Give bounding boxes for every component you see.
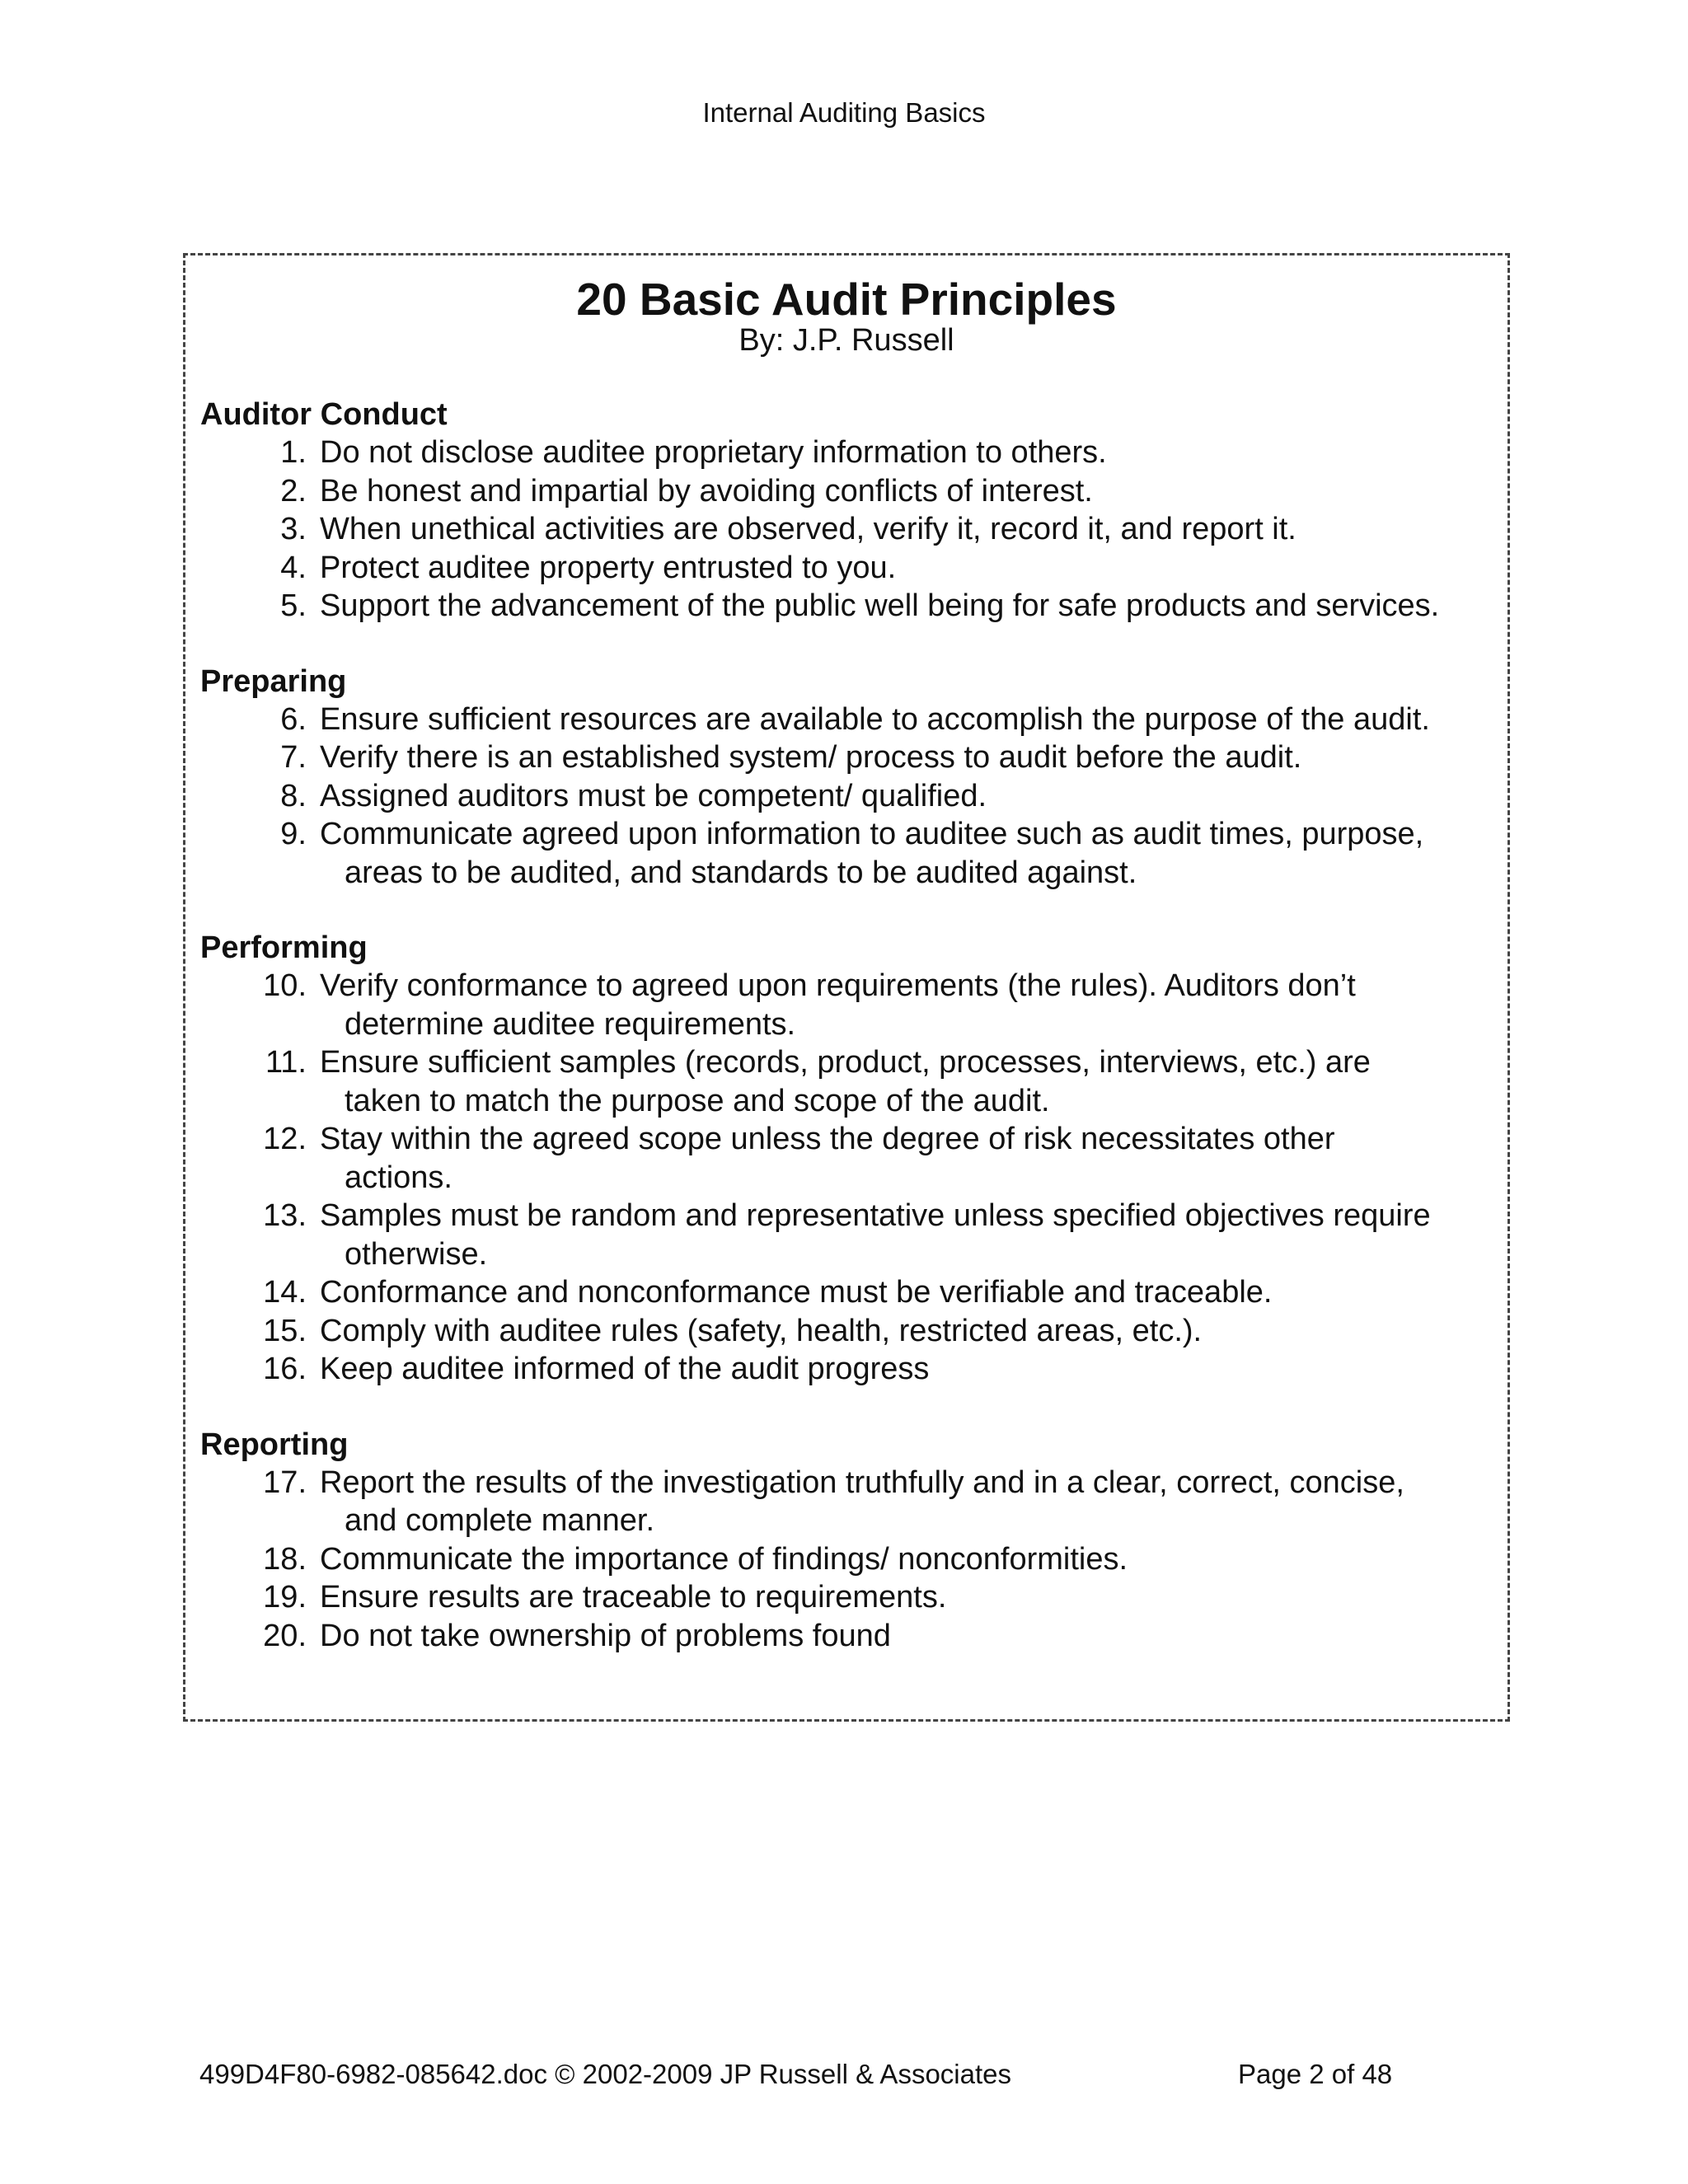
list-item: [200, 587, 1494, 626]
item-text: Communicate agreed upon information to auditee such as audit times, purpose,: [320, 817, 1424, 851]
item-text: Comply with auditee rules (safety, health, restricted areas, etc.).: [320, 1313, 1203, 1348]
list-item: [200, 472, 1494, 511]
item-text: Assigned auditors must be competent/ qualified.: [320, 778, 987, 813]
item-text-continuation: and complete manner.: [345, 1503, 655, 1538]
item-text: Conformance and nonconformance must be verifiable and traceable.: [320, 1275, 1273, 1310]
item-text-block: [320, 1043, 1494, 1120]
item-number: 1.: [280, 435, 307, 470]
item-number: 15.: [263, 1313, 307, 1348]
list-item: [200, 1273, 1494, 1312]
section: [200, 663, 1494, 893]
item-text-block: [320, 1617, 1494, 1656]
item-text-continuation: areas to be audited, and standards to be audited against.: [345, 855, 1137, 890]
item-text-block: [320, 549, 1494, 588]
item-number: 16.: [263, 1352, 307, 1386]
item-text-block: [320, 587, 1494, 626]
item-text-block: [320, 1578, 1494, 1617]
item-text-block: [320, 701, 1494, 739]
list-item: [200, 701, 1494, 739]
item-number: 10.: [263, 968, 307, 1003]
item-text-block: [320, 434, 1494, 472]
item-text: Do not disclose auditee proprietary information to others.: [320, 435, 1107, 470]
item-number: 3.: [280, 512, 307, 546]
item-number: 7.: [280, 740, 307, 775]
list-item: [200, 549, 1494, 588]
item-text: Verify conformance to agreed upon requirements (the rules). Auditors don’t: [320, 968, 1356, 1003]
item-text: Communicate the importance of findings/ nonconformities.: [320, 1541, 1128, 1577]
footer-page-number: Page 2 of 48: [1238, 2059, 1393, 2089]
item-text: When unethical activities are observed, verify it, record it, and report it.: [320, 512, 1296, 546]
item-text-block: [320, 472, 1494, 511]
item-number: 4.: [280, 550, 307, 585]
list-item: [200, 510, 1494, 549]
item-text: Ensure sufficient resources are available to accomplish the purpose of the audit.: [320, 701, 1430, 737]
list-item: [200, 777, 1494, 816]
item-number: 6.: [280, 701, 307, 737]
item-text-block: [320, 1464, 1494, 1540]
item-number: 12.: [263, 1122, 307, 1156]
item-text: Ensure sufficient samples (records, product, processes, interviews, etc.) are: [320, 1045, 1371, 1080]
list-item: [200, 1350, 1494, 1389]
list-item: [200, 1617, 1494, 1656]
item-text-block: [320, 1120, 1494, 1197]
item-text: Ensure results are traceable to requirements.: [320, 1580, 947, 1615]
item-text-block: [320, 1540, 1494, 1579]
item-text-block: [320, 967, 1494, 1043]
principle-sections: [200, 396, 1494, 1692]
item-number: 19.: [263, 1580, 307, 1615]
item-text: Be honest and impartial by avoiding conflicts of interest.: [320, 473, 1093, 509]
item-text: Samples must be random and representative unless specified objectives require: [320, 1198, 1431, 1233]
item-number: 9.: [280, 817, 307, 851]
list-item: [200, 1464, 1494, 1540]
item-text: Protect auditee property entrusted to you.: [320, 550, 897, 585]
document-title: 20 Basic Audit Principles: [576, 274, 1117, 325]
item-text-continuation: actions.: [345, 1160, 452, 1195]
section: [200, 1426, 1494, 1656]
list-item: [200, 815, 1494, 892]
item-text: Stay within the agreed scope unless the degree of risk necessitates other: [320, 1122, 1335, 1156]
section: [200, 929, 1494, 1389]
list-item: [200, 1120, 1494, 1197]
section: [200, 396, 1494, 626]
item-number: 5.: [280, 588, 307, 623]
item-text-block: [320, 815, 1494, 892]
running-header: Internal Auditing Basics: [702, 97, 986, 128]
section-heading: Reporting: [200, 1427, 349, 1462]
item-number: 8.: [280, 778, 307, 813]
list-item: [200, 434, 1494, 472]
section-heading: Performing: [200, 930, 368, 965]
item-text: Report the results of the investigation truthfully and in a clear, correct, concise,: [320, 1465, 1404, 1500]
item-text-block: [320, 738, 1494, 777]
item-text-block: [320, 510, 1494, 549]
item-number: 14.: [263, 1275, 307, 1310]
list-item: [200, 738, 1494, 777]
list-item: [200, 1578, 1494, 1617]
list-item: [200, 1043, 1494, 1120]
item-text: Do not take ownership of problems found: [320, 1618, 891, 1653]
item-number: 17.: [263, 1465, 307, 1500]
item-text-block: [320, 1273, 1494, 1312]
item-number: 20.: [263, 1618, 307, 1653]
footer-file-copyright: 499D4F80-6982-085642.doc © 2002-2009 JP Russell & Associates: [199, 2059, 1012, 2089]
item-number: 13.: [263, 1198, 307, 1233]
item-text-continuation: taken to match the purpose and scope of the audit.: [345, 1083, 1050, 1118]
list-item: [200, 1540, 1494, 1579]
item-text-continuation: determine auditee requirements.: [345, 1006, 796, 1042]
item-text: Verify there is an established system/ process to audit before the audit.: [320, 740, 1302, 775]
item-number: 18.: [263, 1541, 307, 1577]
item-text-continuation: otherwise.: [345, 1236, 488, 1272]
list-item: [200, 1197, 1494, 1273]
section-heading: Preparing: [200, 663, 347, 699]
item-number: 2.: [280, 473, 307, 509]
item-number: 11.: [265, 1045, 307, 1080]
item-text-block: [320, 1197, 1494, 1273]
item-text: Keep auditee informed of the audit progress: [320, 1352, 930, 1386]
byline: By: J.P. Russell: [738, 323, 954, 358]
item-text-block: [320, 1350, 1494, 1389]
list-item: [200, 967, 1494, 1043]
item-text-block: [320, 777, 1494, 816]
list-item: [200, 1312, 1494, 1351]
item-text: Support the advancement of the public well being for safe products and services.: [320, 588, 1440, 623]
principles-box: [183, 253, 1510, 1722]
item-text-block: [320, 1312, 1494, 1351]
section-heading: Auditor Conduct: [200, 397, 448, 432]
